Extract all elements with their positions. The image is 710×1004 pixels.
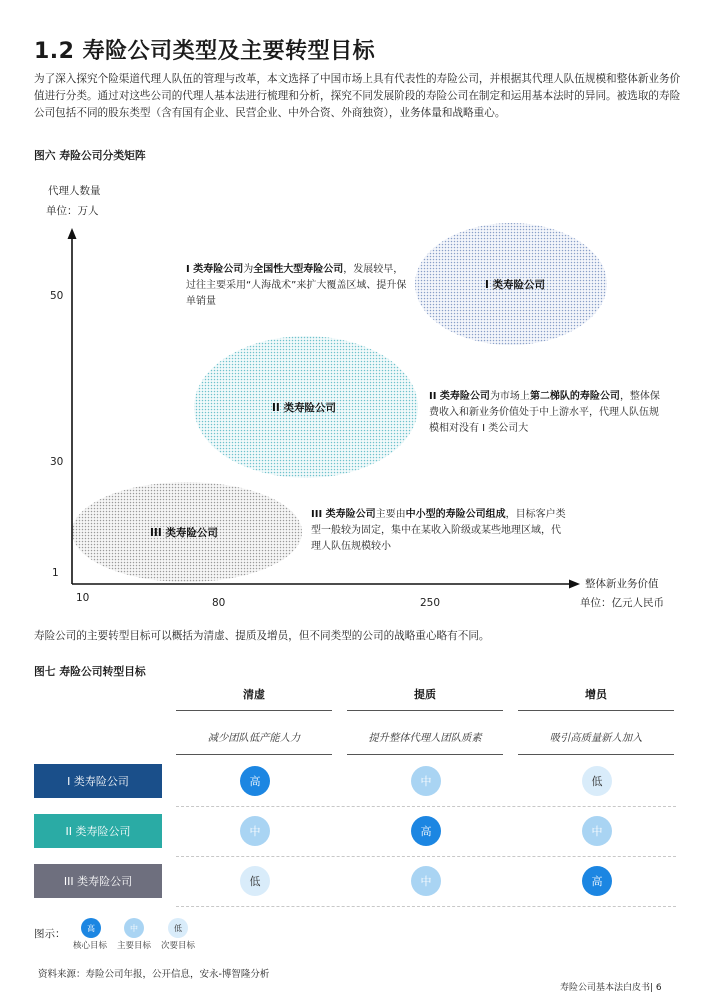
y-tick-label: 30 — [50, 456, 64, 468]
x-tick-label: 250 — [420, 597, 441, 609]
source-note: 资料来源：寿险公司年报，公开信息，安永-博智隆分析 — [38, 969, 270, 980]
column-divider — [347, 754, 503, 755]
note-class-3: III 类寿险公司主要由中小型的寿险公司组成，目标客户类型一般较为固定，集中在某收入阶级或某些地理区域，代理人队伍规模较小 — [311, 509, 566, 552]
x-tick-label: 10 — [76, 592, 90, 604]
summary-text: 寿险公司的主要转型目标可以概括为清虚、提质及增员，但不同类型的公司的战略重心略有不同。 — [34, 630, 490, 642]
column-divider — [518, 754, 674, 755]
column-head-qingxu: 清虚 — [243, 688, 265, 701]
target-dot: 中 — [411, 766, 441, 796]
column-divider — [518, 710, 674, 711]
row-separator — [176, 856, 676, 857]
x-tick-label: 80 — [212, 597, 226, 609]
legend-caption: 核心目标 — [73, 941, 108, 951]
row-label-class-3: III 类寿险公司 — [34, 864, 162, 898]
note-class-2: II 类寿险公司为市场上第二梯队的寿险公司，整体保费收入和新业务价值处于中上游水平，代理人队伍规模相对没有 I 类公司大 — [429, 391, 660, 434]
legend-dot-high: 高 — [81, 918, 101, 938]
y-axis-arrow — [68, 228, 77, 239]
legend-title: 图示： — [34, 928, 66, 940]
note-class-1: I 类寿险公司为全国性大型寿险公司，发展较早，过往主要采用“人海战术”来扩大覆盖区域、提升保单销量 — [186, 264, 407, 307]
target-dot: 高 — [411, 816, 441, 846]
column-divider — [176, 754, 332, 755]
page-footer: 寿险公司基本法白皮书| 6 — [560, 983, 662, 993]
legend-dot-low: 低 — [168, 918, 188, 938]
x-axis-unit: 单位：亿元人民币 — [580, 597, 664, 609]
row-separator — [176, 806, 676, 807]
figure6-title: 图六 寿险公司分类矩阵 — [34, 149, 146, 162]
legend-caption: 主要目标 — [117, 941, 152, 951]
y-tick-label: 1 — [52, 567, 59, 579]
y-tick-label: 50 — [50, 290, 64, 302]
target-dot: 中 — [582, 816, 612, 846]
target-dot: 高 — [240, 766, 270, 796]
column-head-tizhi: 提质 — [414, 688, 436, 701]
column-desc-tizhi: 提升整体代理人团队质素 — [368, 732, 482, 744]
target-dot: 高 — [582, 866, 612, 896]
row-label-class-1: I 类寿险公司 — [34, 764, 162, 798]
row-separator — [176, 906, 676, 907]
y-axis-title: 代理人数量 — [48, 185, 101, 197]
bubble-label-class-3: III 类寿险公司 — [150, 527, 218, 539]
x-axis-title: 整体新业务价值 — [585, 578, 659, 590]
x-axis-arrow — [569, 580, 580, 589]
target-dot: 低 — [582, 766, 612, 796]
section-title: 1.2 寿险公司类型及主要转型目标 — [34, 39, 376, 64]
column-divider — [176, 710, 332, 711]
legend-caption: 次要目标 — [161, 941, 196, 951]
bubble-label-class-2: II 类寿险公司 — [272, 402, 336, 414]
y-axis-unit: 单位：万人 — [46, 205, 99, 217]
column-head-zengyuan: 增员 — [585, 688, 607, 701]
bubble-label-class-1: I 类寿险公司 — [485, 279, 546, 291]
target-dot: 中 — [411, 866, 441, 896]
column-divider — [347, 710, 503, 711]
legend-dot-mid: 中 — [124, 918, 144, 938]
column-desc-zengyuan: 吸引高质量新人加入 — [549, 732, 643, 744]
row-label-class-2: II 类寿险公司 — [34, 814, 162, 848]
target-dot: 中 — [240, 816, 270, 846]
target-dot: 低 — [240, 866, 270, 896]
column-desc-qingxu: 减少团队低产能人力 — [207, 732, 301, 744]
figure7-title: 图七 寿险公司转型目标 — [34, 665, 146, 678]
intro-paragraph: 为了深入探究个险渠道代理人队伍的管理与改革，本文选择了中国市场上具有代表性的寿险公司，并根据其代理人队伍规模和整体新业务价值进行分类。通过对这些公司的代理人基本法进行梳理和分析，探究不同发展阶段的寿险公司在制定和运用基本法时的异同。被选取的寿险公司包括不同的股东类型（含有国有企业、民营企业、中外合资、外商独资），业务体量和战略重心。 — [34, 73, 681, 119]
